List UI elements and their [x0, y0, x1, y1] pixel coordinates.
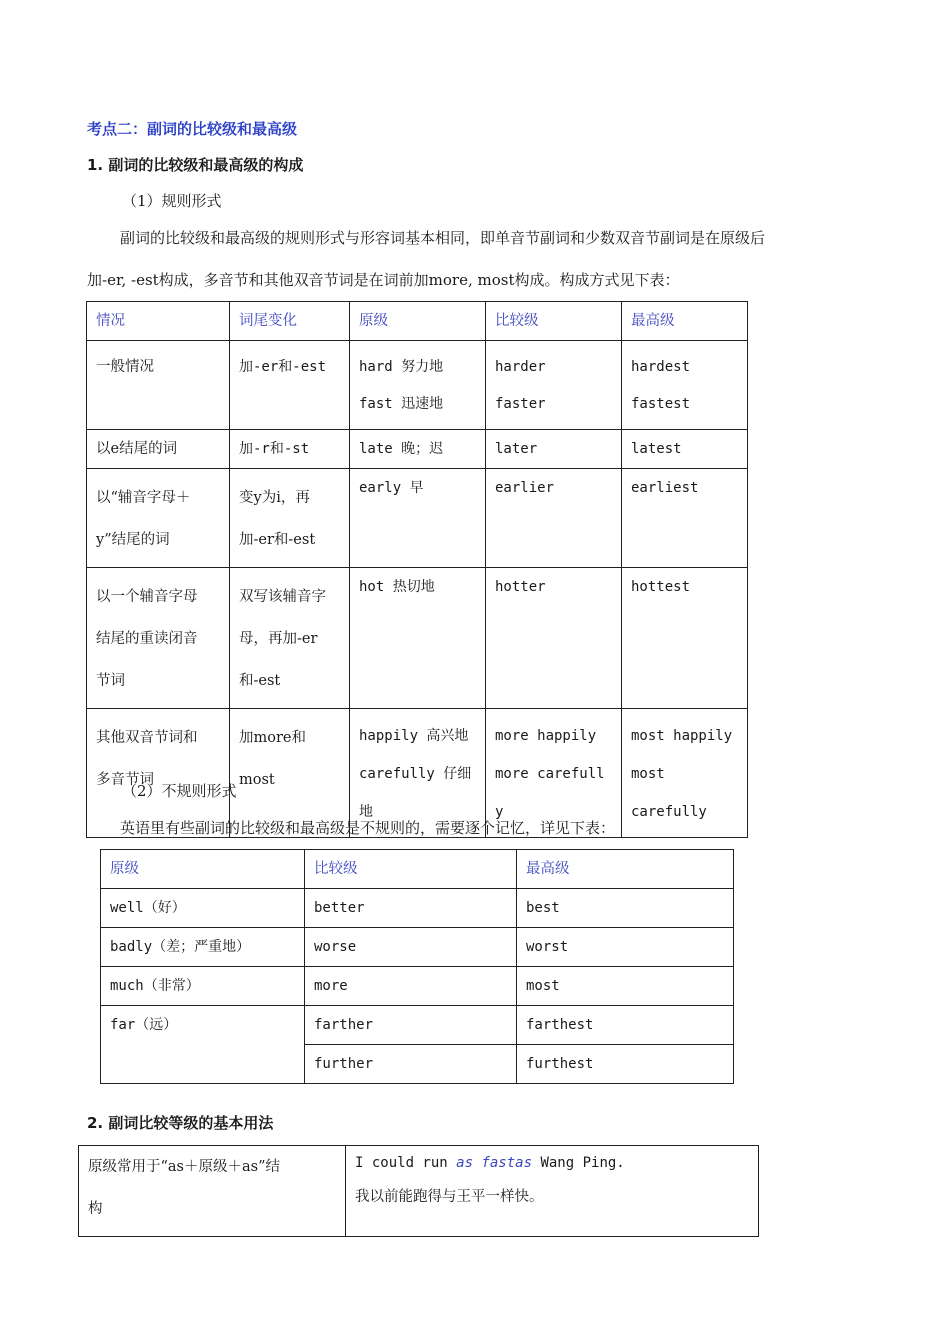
table-row	[79, 1146, 759, 1237]
table-row	[101, 1006, 734, 1045]
cell-line: 母，再加-er	[239, 631, 318, 647]
header-cell: 比较级	[305, 850, 517, 889]
table-row	[87, 430, 748, 469]
table-cell	[622, 568, 748, 709]
table-row	[101, 889, 734, 928]
cell-line: 加more和	[239, 730, 306, 746]
table-cell: farthest	[517, 1006, 734, 1045]
example-pre: I could run	[355, 1155, 457, 1171]
cell-line: more happily	[495, 728, 597, 744]
cell-line: 变y为i，再	[239, 490, 310, 506]
table-header-row	[101, 850, 734, 889]
cell-line: harder	[495, 359, 546, 375]
cell-line: fast 迅速地	[359, 396, 444, 412]
usage-table	[78, 1145, 759, 1237]
table-cell	[622, 469, 748, 568]
cell-line: 加-er和-est	[239, 359, 327, 375]
cell-line: more carefully	[495, 766, 605, 820]
table-cell	[486, 469, 622, 568]
cell-line: 结尾的重读闭音	[96, 631, 198, 647]
cell-line: later	[495, 441, 538, 457]
cell-line: y”结尾的词	[96, 532, 170, 548]
table-cell	[622, 430, 748, 469]
header-cell: 最高级	[622, 302, 748, 341]
table-cell	[87, 430, 230, 469]
cell-line: 节词	[96, 673, 125, 689]
header-cell: 原级	[350, 302, 486, 341]
subsection-1-title: 1. 副词的比较级和最高级的构成	[87, 156, 304, 174]
table-cell: furthest	[517, 1045, 734, 1084]
table-cell: better	[305, 889, 517, 928]
table-cell	[346, 1146, 759, 1237]
cell-line: earliest	[631, 480, 699, 496]
cell-line: happily 高兴地	[359, 728, 469, 744]
cell-line: hot 热切地	[359, 579, 435, 595]
section-title: 考点二：副词的比较级和最高级	[87, 120, 298, 138]
cell-line: 多音节词	[96, 772, 154, 788]
table-cell: worse	[305, 928, 517, 967]
intro-line-2: 加-er, -est构成，多音节和其他双音节词是在词前加more, most构成。构成方式见下表：	[87, 271, 680, 289]
cell-line: hard 努力地	[359, 359, 444, 375]
header-cell: 原级	[101, 850, 305, 889]
table-cell	[486, 341, 622, 430]
header-cell: 词尾变化	[230, 302, 350, 341]
header-cell: 情况	[87, 302, 230, 341]
example-translation: 我以前能跑得与王平一样快。	[355, 1189, 544, 1205]
irregular-forms-table	[100, 849, 734, 1084]
cell-line: hotter	[495, 579, 546, 595]
regular-form-label: （1）规则形式	[122, 192, 222, 210]
table-cell: most	[517, 967, 734, 1006]
cell-line: 以一个辅音字母	[96, 589, 198, 605]
cell-line: fastest	[631, 396, 691, 412]
table-cell	[230, 341, 350, 430]
table-cell	[350, 430, 486, 469]
table-cell: well（好）	[101, 889, 305, 928]
table-cell	[350, 341, 486, 430]
cell-line: earlier	[495, 480, 555, 496]
table-cell	[622, 341, 748, 430]
irregular-form-label: （2）不规则形式	[122, 782, 237, 800]
cell-line: most	[239, 772, 275, 788]
cell-line: 地	[359, 804, 373, 820]
table-cell	[350, 568, 486, 709]
table-cell: worst	[517, 928, 734, 967]
cell-line: 其他双音节词和	[96, 730, 198, 746]
example-sentence	[355, 1146, 749, 1180]
table-cell	[87, 341, 230, 430]
cell-line: 加-r和-st	[239, 441, 310, 457]
regular-forms-table	[86, 301, 748, 838]
table-cell	[87, 568, 230, 709]
table-cell	[350, 469, 486, 568]
table-cell: badly（差；严重地）	[101, 928, 305, 967]
subsection-2-title: 2. 副词比较等级的基本用法	[87, 1114, 274, 1132]
table-row	[87, 341, 748, 430]
table-cell	[230, 430, 350, 469]
table-cell	[79, 1146, 346, 1237]
cell-line: 原级常用于“as＋原级＋as”结	[88, 1159, 280, 1175]
cell-line: carefully	[631, 804, 707, 820]
cell-line: carefully 仔细	[359, 766, 472, 782]
cell-line: most happily	[631, 728, 733, 744]
cell-line: 和-est	[239, 673, 281, 689]
table-cell: more	[305, 967, 517, 1006]
table-row	[87, 469, 748, 568]
cell-line: hardest	[631, 359, 691, 375]
cell-line: latest	[631, 441, 682, 457]
table-cell: far（远）	[101, 1006, 305, 1084]
table-cell: further	[305, 1045, 517, 1084]
table-cell	[486, 568, 622, 709]
cell-line: hottest	[631, 579, 691, 595]
cell-line: late 晚；迟	[359, 441, 444, 457]
cell-line: 构	[88, 1201, 103, 1217]
cell-line: early 早	[359, 480, 424, 496]
table-header-row	[87, 302, 748, 341]
table-row	[101, 928, 734, 967]
header-cell: 比较级	[486, 302, 622, 341]
intro-line-1: 副词的比较级和最高级的规则形式与形容词基本相同，即单音节副词和少数双音节副词是在原级后	[120, 229, 766, 247]
example-highlight: as fastas	[456, 1155, 533, 1171]
table-cell: much（非常）	[101, 967, 305, 1006]
table-row	[87, 568, 748, 709]
irregular-intro: 英语里有些副词的比较级和最高级是不规则的，需要逐个记忆，详见下表：	[120, 819, 616, 837]
cell-line: 加-er和-est	[239, 532, 316, 548]
table-row	[101, 967, 734, 1006]
cell-line: most	[631, 766, 665, 782]
table-cell	[230, 568, 350, 709]
header-cell: 最高级	[517, 850, 734, 889]
cell-line: 双写该辅音字	[239, 589, 326, 605]
cell-line: faster	[495, 396, 546, 412]
cell-line: 以e结尾的词	[96, 441, 178, 457]
cell-line: 以“辅音字母＋	[96, 490, 191, 506]
table-cell: farther	[305, 1006, 517, 1045]
table-cell	[622, 709, 748, 838]
example-post: Wang Ping.	[532, 1155, 625, 1171]
table-cell	[230, 469, 350, 568]
table-cell	[486, 430, 622, 469]
table-cell	[87, 469, 230, 568]
table-cell: best	[517, 889, 734, 928]
cell-line: 一般情况	[96, 359, 154, 375]
